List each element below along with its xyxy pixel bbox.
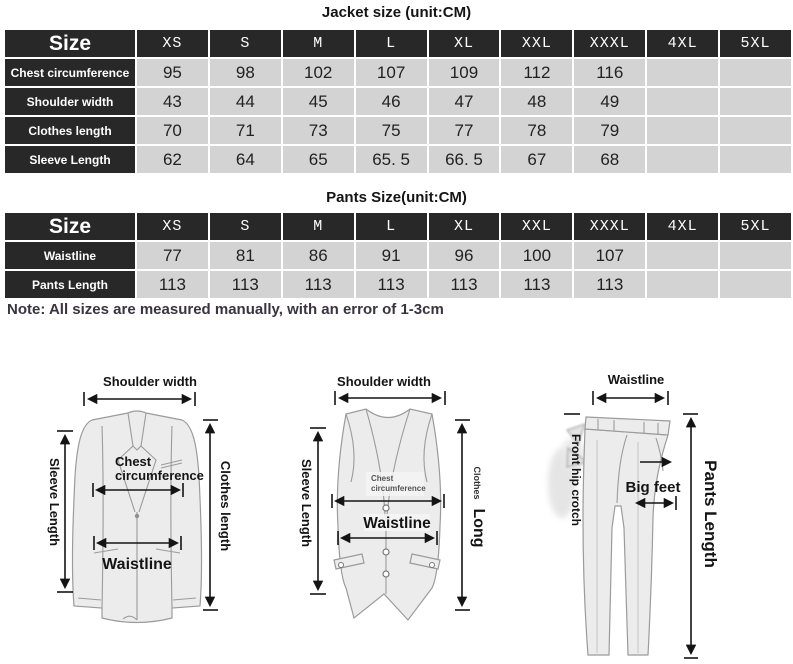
size-column-header-xs: XS [137,30,208,57]
clothes-length-annotation [203,420,233,610]
pants-length-label: Pants Length [701,460,720,568]
row-label: Shoulder width [5,88,135,115]
size-column-header-l: L [356,213,427,240]
size-column-header-5xl: 5XL [720,30,791,57]
size-value-cell: 75 [356,117,427,144]
size-value-cell: 100 [501,242,572,269]
sleeve-length-annotation [299,428,326,594]
size-value-cell-empty [647,117,718,144]
clothes-long-annotation [455,420,487,610]
size-value-cell: 81 [210,242,281,269]
size-value-cell: 43 [137,88,208,115]
size-value-cell-empty [647,242,718,269]
size-column-header-m: M [283,30,354,57]
size-column-header-xxxl: XXXL [574,30,645,57]
size-value-cell: 79 [574,117,645,144]
pants-measurement-diagram [540,368,793,664]
row-label: Clothes length [5,117,135,144]
size-value-cell: 77 [429,117,500,144]
size-value-cell: 47 [429,88,500,115]
size-value-cell: 113 [356,271,427,298]
pants-drawing [548,417,670,655]
size-value-cell: 65. 5 [356,146,427,173]
size-column-header-xl: XL [429,213,500,240]
jacket-size-table [5,30,791,173]
shoulder-width-annotation [84,374,197,406]
size-value-cell-empty [720,59,791,86]
shoulder-width-label: Shoulder width [103,374,197,389]
clothes-length-label: Clothes length [218,460,233,552]
jacket-table-title: Jacket size (unit:CM) [321,4,472,21]
chest-circumference-label: Chest [115,454,152,469]
jacket-measurement-diagram [15,368,265,664]
size-value-cell: 49 [574,88,645,115]
row-label: Waistline [5,242,135,269]
size-column-header-xxl: XXL [501,213,572,240]
size-value-cell-empty [720,242,791,269]
size-value-cell-empty [720,146,791,173]
size-value-cell: 71 [210,117,281,144]
size-value-cell: 113 [429,271,500,298]
sleeve-length-label: Sleeve Length [47,457,62,547]
size-value-cell: 66. 5 [429,146,500,173]
size-value-cell-empty [647,271,718,298]
shoulder-width-label: Shoulder width [337,374,431,389]
size-value-cell: 73 [283,117,354,144]
size-column-header-xl: XL [429,30,500,57]
size-value-cell: 62 [137,146,208,173]
size-value-cell: 78 [501,117,572,144]
long-label: Long [470,508,487,548]
size-column-header-xxxl: XXXL [574,213,645,240]
size-column-header-5xl: 5XL [720,213,791,240]
size-value-cell-empty [720,88,791,115]
size-value-cell: 86 [283,242,354,269]
size-column-header-xs: XS [137,213,208,240]
clothes-label: Clothes [472,466,482,500]
size-value-cell: 109 [429,59,500,86]
chest-circumference-label: Chest [371,474,394,483]
size-column-header-4xl: 4XL [647,213,718,240]
size-value-cell-empty [720,271,791,298]
size-column-header-s: S [210,30,281,57]
size-value-cell: 107 [356,59,427,86]
waistline-label: Waistline [607,372,665,387]
row-label: Sleeve Length [5,146,135,173]
size-value-cell: 113 [137,271,208,298]
size-value-cell: 113 [283,271,354,298]
size-value-cell: 65 [283,146,354,173]
row-label: Chest circumference [5,59,135,86]
size-value-cell-empty [647,59,718,86]
size-column-header-m: M [283,213,354,240]
size-value-cell: 48 [501,88,572,115]
big-feet-label: Big feet [625,479,681,496]
size-value-cell: 112 [501,59,572,86]
waistline-label: Waistline [363,515,431,532]
sleeve-length-label: Sleeve Length [299,458,314,548]
size-value-cell: 95 [137,59,208,86]
size-column-header-4xl: 4XL [647,30,718,57]
size-value-cell-empty [647,88,718,115]
row-label: Pants Length [5,271,135,298]
size-value-cell: 44 [210,88,281,115]
waistline-annotation [593,372,668,405]
size-column-header-l: L [356,30,427,57]
vest-measurement-diagram [280,368,492,664]
size-value-cell: 67 [501,146,572,173]
front-hip-crotch-label: Front hip crotch [569,434,583,526]
sleeve-length-annotation [47,431,73,592]
measurement-note: Note: All sizes are measured manually, with an error of 1-3cm [7,301,444,318]
size-column-header-s: S [210,213,281,240]
waistline-label: Waistline [102,556,172,573]
pants-table-title: Pants Size(unit:CM) [326,189,467,206]
size-corner-header: Size [5,213,135,240]
size-corner-header: Size [5,30,135,57]
size-value-cell: 91 [356,242,427,269]
size-value-cell: 64 [210,146,281,173]
jacket-drawing [72,411,201,623]
size-value-cell: 107 [574,242,645,269]
size-value-cell-empty [720,117,791,144]
size-value-cell: 96 [429,242,500,269]
size-value-cell: 45 [283,88,354,115]
size-value-cell: 68 [574,146,645,173]
size-value-cell: 77 [137,242,208,269]
chest-circumference-label: circumference [115,468,204,483]
size-value-cell: 70 [137,117,208,144]
pants-length-annotation [683,414,720,658]
pants-size-table [5,213,791,298]
size-value-cell: 116 [574,59,645,86]
chest-circumference-label: circumference [371,484,426,493]
size-value-cell: 113 [574,271,645,298]
size-value-cell: 98 [210,59,281,86]
size-value-cell-empty [647,146,718,173]
shoulder-width-annotation [335,374,445,405]
size-value-cell: 113 [501,271,572,298]
size-value-cell: 102 [283,59,354,86]
size-value-cell: 113 [210,271,281,298]
size-column-header-xxl: XXL [501,30,572,57]
size-value-cell: 46 [356,88,427,115]
